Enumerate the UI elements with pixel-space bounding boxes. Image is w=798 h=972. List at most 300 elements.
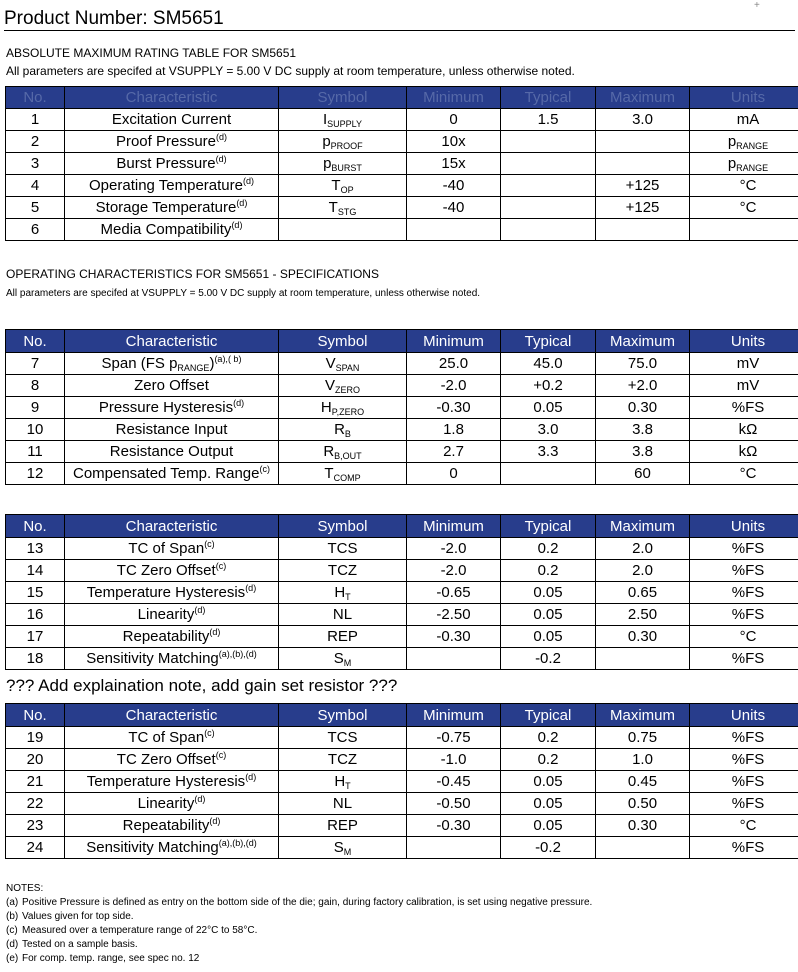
units-text: mA (736, 111, 760, 128)
note-reference: (d) (242, 176, 254, 186)
characteristic-text: Zero Offset (134, 377, 209, 394)
characteristic-cell (65, 815, 279, 837)
row-number: 22 (6, 793, 65, 815)
minimum-value: -2.0 (407, 560, 501, 582)
maximum-value: +125 (596, 175, 690, 197)
units-text: °C (739, 628, 757, 645)
column-header: Units (690, 330, 798, 353)
note-reference: (d) (231, 220, 243, 230)
table-row (6, 197, 798, 219)
table-row (6, 153, 798, 175)
table-row (6, 582, 798, 604)
table-row (6, 375, 798, 397)
note-reference: (d) (216, 132, 228, 142)
column-header: Minimum (407, 704, 501, 727)
minimum-value: -2.0 (407, 538, 501, 560)
units-cell (690, 560, 798, 582)
typical-value: 0.2 (501, 560, 596, 582)
note-text: Positive Pressure is defined as entry on the bottom side of the die; gain, during factory calibration, is set using negative pressure. (22, 897, 593, 908)
row-number: 14 (6, 560, 65, 582)
characteristic-text: Repeatability (122, 817, 210, 834)
table-row (6, 749, 798, 771)
row-number: 18 (6, 648, 65, 670)
minimum-value: -0.65 (407, 582, 501, 604)
symbol-subscript: T (345, 592, 351, 602)
maximum-value (596, 219, 690, 241)
column-header: Characteristic (65, 704, 279, 727)
maximum-value: 0.30 (596, 815, 690, 837)
characteristic-cell (65, 397, 279, 419)
row-number: 5 (6, 197, 65, 219)
symbol-subscript: ZERO (335, 385, 361, 395)
symbol-text: T (328, 199, 338, 216)
table-row (6, 419, 798, 441)
characteristic-text: Burst Pressure (116, 155, 216, 172)
units-text: °C (739, 465, 757, 482)
maximum-value: 3.0 (596, 109, 690, 131)
symbol-cell (279, 815, 407, 837)
symbol-cell (279, 175, 407, 197)
symbol-subscript: STG (337, 207, 357, 217)
minimum-value: -0.30 (407, 626, 501, 648)
column-header: Maximum (596, 515, 690, 538)
typical-value: 0.05 (501, 626, 596, 648)
characteristic-text: Linearity (137, 795, 195, 812)
maximum-value: 0.65 (596, 582, 690, 604)
corner-mark: + (754, 0, 760, 11)
minimum-value (407, 648, 501, 670)
units-cell (690, 197, 798, 219)
characteristic-cell (65, 419, 279, 441)
characteristic-cell (65, 197, 279, 219)
typical-value: 3.3 (501, 441, 596, 463)
units-cell (690, 175, 798, 197)
row-number: 10 (6, 419, 65, 441)
maximum-value: 75.0 (596, 353, 690, 375)
note-item (6, 938, 592, 952)
column-header: Maximum (596, 330, 690, 353)
characteristic-cell (65, 749, 279, 771)
symbol-subscript: M (343, 658, 352, 668)
units-text: p (727, 133, 737, 150)
typical-value: 0.05 (501, 604, 596, 626)
symbol-cell (279, 727, 407, 749)
column-header: Minimum (407, 515, 501, 538)
characteristic-text: TC Zero Offset (116, 751, 216, 768)
note-reference: (d) (236, 198, 248, 208)
units-cell (690, 837, 798, 859)
note-reference: (c) (215, 561, 227, 571)
units-text: mV (736, 355, 760, 372)
maximum-value: +2.0 (596, 375, 690, 397)
notes (6, 882, 592, 966)
row-number: 24 (6, 837, 65, 859)
table-row (6, 604, 798, 626)
maximum-value: 3.8 (596, 419, 690, 441)
note-reference: (a),(b),(d) (218, 649, 257, 659)
spec-table (5, 86, 798, 241)
minimum-value: 1.8 (407, 419, 501, 441)
units-cell (690, 538, 798, 560)
note-reference: (d) (209, 627, 221, 637)
typical-value: +0.2 (501, 375, 596, 397)
note-label: (d) (6, 939, 19, 950)
typical-value: 1.5 (501, 109, 596, 131)
row-number: 20 (6, 749, 65, 771)
column-header: Typical (501, 704, 596, 727)
table-row (6, 219, 798, 241)
table-row (6, 538, 798, 560)
characteristic-text: Pressure Hysteresis (98, 399, 234, 416)
units-text: mV (736, 377, 760, 394)
characteristic-cell (65, 837, 279, 859)
symbol-text: TCZ (327, 751, 358, 768)
units-text: %FS (731, 795, 765, 812)
units-cell (690, 353, 798, 375)
row-number: 7 (6, 353, 65, 375)
characteristic-cell (65, 604, 279, 626)
symbol-cell (279, 219, 407, 241)
symbol-cell (279, 538, 407, 560)
units-text: %FS (731, 540, 765, 557)
column-header: Characteristic (65, 87, 279, 109)
symbol-text: S (333, 839, 344, 856)
symbol-text: TCZ (327, 562, 358, 579)
symbol-text: H (334, 584, 346, 601)
minimum-value: -2.0 (407, 375, 501, 397)
units-text: p (727, 155, 737, 172)
note-reference: (d) (245, 583, 257, 593)
typical-value (501, 175, 596, 197)
symbol-cell (279, 375, 407, 397)
symbol-subscript: SUPPLY (327, 119, 363, 129)
row-number: 16 (6, 604, 65, 626)
column-header: Symbol (279, 330, 407, 353)
units-cell (690, 441, 798, 463)
units-cell (690, 749, 798, 771)
maximum-value: 2.50 (596, 604, 690, 626)
note-reference: (d) (215, 154, 227, 164)
symbol-subscript: BURST (331, 163, 362, 173)
characteristic-cell (65, 375, 279, 397)
symbol-text: V (325, 355, 336, 372)
symbol-cell (279, 837, 407, 859)
minimum-value: 10x (407, 131, 501, 153)
symbol-cell (279, 197, 407, 219)
symbol-cell (279, 626, 407, 648)
maximum-value: 2.0 (596, 560, 690, 582)
characteristic-cell (65, 771, 279, 793)
characteristic-text: TC of Span (128, 729, 205, 746)
symbol-subscript: M (343, 847, 352, 857)
row-number: 1 (6, 109, 65, 131)
column-header: Characteristic (65, 330, 279, 353)
column-header: Symbol (279, 87, 407, 109)
symbol-text: I (322, 111, 328, 128)
characteristic-text: Temperature Hysteresis (86, 584, 246, 601)
minimum-value (407, 837, 501, 859)
characteristic-text: TC of Span (128, 540, 205, 557)
row-number: 11 (6, 441, 65, 463)
symbol-cell (279, 353, 407, 375)
notes-list (6, 896, 592, 966)
characteristic-cell (65, 353, 279, 375)
table-row (6, 131, 798, 153)
symbol-text: T (324, 465, 334, 482)
table-row (6, 727, 798, 749)
units-cell (690, 109, 798, 131)
symbol-subscript: OP (340, 185, 354, 195)
column-header: Minimum (407, 330, 501, 353)
maximum-value (596, 131, 690, 153)
maximum-value: 0.50 (596, 793, 690, 815)
characteristic-text: Compensated Temp. Range (72, 465, 260, 482)
symbol-subscript: P,ZERO (331, 407, 365, 417)
typical-value: 0.2 (501, 727, 596, 749)
units-text: %FS (731, 751, 765, 768)
page-title: Product Number: SM5651 (4, 8, 224, 29)
maximum-value: 1.0 (596, 749, 690, 771)
title-rule (4, 30, 795, 31)
maximum-value: 3.8 (596, 441, 690, 463)
column-header: Symbol (279, 515, 407, 538)
column-header: Units (690, 704, 798, 727)
characteristic-text: Proof Pressure (115, 133, 217, 150)
column-header: No. (6, 704, 65, 727)
typical-value: 0.2 (501, 749, 596, 771)
characteristic-text-end: ) (209, 355, 215, 372)
characteristic-text: Repeatability (122, 628, 210, 645)
note-text: Measured over a temperature range of 22°C to 58°C. (22, 925, 258, 936)
characteristic-cell (65, 441, 279, 463)
symbol-cell (279, 463, 407, 485)
characteristic-text: Linearity (137, 606, 195, 623)
note-reference: (a),(b),(d) (218, 838, 257, 848)
row-number: 8 (6, 375, 65, 397)
symbol-cell (279, 749, 407, 771)
typical-value: 0.05 (501, 793, 596, 815)
symbol-cell (279, 397, 407, 419)
minimum-value: 0 (407, 109, 501, 131)
units-cell (690, 727, 798, 749)
note-reference: (c) (259, 464, 270, 474)
characteristic-cell (65, 582, 279, 604)
characteristic-cell (65, 175, 279, 197)
units-cell (690, 397, 798, 419)
characteristic-text: TC Zero Offset (116, 562, 216, 579)
minimum-value: 2.7 (407, 441, 501, 463)
note-reference: (d) (233, 398, 245, 408)
row-number: 23 (6, 815, 65, 837)
note-text: Tested on a sample basis. (22, 939, 138, 950)
symbol-cell (279, 131, 407, 153)
row-number: 3 (6, 153, 65, 175)
note-label: (a) (6, 897, 19, 908)
maximum-value: 0.45 (596, 771, 690, 793)
minimum-value: -0.50 (407, 793, 501, 815)
characteristic-cell (65, 219, 279, 241)
typical-value: -0.2 (501, 837, 596, 859)
symbol-text: NL (332, 795, 353, 812)
units-cell (690, 771, 798, 793)
maximum-value: 0.30 (596, 397, 690, 419)
symbol-text: R (334, 421, 345, 438)
column-header: Typical (501, 330, 596, 353)
operating-subheading: All parameters are specifed at VSUPPLY = 5.00 V DC supply at room temperature, unless otherwise noted. (6, 288, 481, 299)
notes-heading: NOTES: (6, 883, 44, 894)
typical-value: 0.05 (501, 397, 596, 419)
column-header: No. (6, 330, 65, 353)
symbol-cell (279, 604, 407, 626)
symbol-cell (279, 419, 407, 441)
column-header: No. (6, 87, 65, 109)
units-cell (690, 463, 798, 485)
row-number: 13 (6, 538, 65, 560)
units-subscript: RANGE (736, 141, 769, 151)
units-text: %FS (731, 650, 765, 667)
note-reference: (d) (194, 794, 206, 804)
minimum-value: -1.0 (407, 749, 501, 771)
table-row (6, 175, 798, 197)
units-subscript: RANGE (736, 163, 769, 173)
note-label: (c) (6, 925, 18, 936)
characteristic-text: Sensitivity Matching (86, 839, 219, 856)
note-reference: (c) (215, 750, 227, 760)
typical-value: 0.05 (501, 815, 596, 837)
maximum-value: +125 (596, 197, 690, 219)
minimum-value (407, 219, 501, 241)
symbol-text: H (334, 773, 346, 790)
minimum-value: 0 (407, 463, 501, 485)
characteristic-text: Excitation Current (111, 111, 232, 128)
symbol-text: p (322, 133, 331, 150)
characteristic-cell (65, 463, 279, 485)
table-row (6, 463, 798, 485)
column-header: Typical (501, 515, 596, 538)
table-row (6, 837, 798, 859)
symbol-text: REP (327, 817, 358, 834)
units-cell (690, 153, 798, 175)
units-text: %FS (731, 839, 765, 856)
characteristic-text: Storage Temperature (95, 199, 237, 216)
column-header: Units (690, 515, 798, 538)
maximum-value (596, 648, 690, 670)
spec-table (5, 703, 798, 859)
row-number: 19 (6, 727, 65, 749)
minimum-value: -40 (407, 197, 501, 219)
symbol-subscript: T (345, 781, 351, 791)
characteristic-text: Resistance Input (115, 421, 228, 438)
table-row (6, 397, 798, 419)
symbol-cell (279, 771, 407, 793)
units-text: °C (739, 817, 757, 834)
units-text: %FS (731, 773, 765, 790)
table-row (6, 648, 798, 670)
typical-value (501, 197, 596, 219)
typical-value: 3.0 (501, 419, 596, 441)
table-row (6, 560, 798, 582)
symbol-cell (279, 793, 407, 815)
column-header: Maximum (596, 87, 690, 109)
typical-value: 0.2 (501, 538, 596, 560)
characteristic-cell (65, 538, 279, 560)
table-header-row (6, 330, 798, 353)
symbol-cell (279, 109, 407, 131)
column-header: No. (6, 515, 65, 538)
symbol-text: TCS (327, 540, 358, 557)
units-text: °C (739, 199, 757, 216)
characteristic-text: Temperature Hysteresis (86, 773, 246, 790)
column-header: Symbol (279, 704, 407, 727)
minimum-value: -0.75 (407, 727, 501, 749)
column-header: Minimum (407, 87, 501, 109)
minimum-value: -0.30 (407, 815, 501, 837)
symbol-cell (279, 648, 407, 670)
minimum-value: 15x (407, 153, 501, 175)
symbol-text: S (333, 650, 344, 667)
minimum-value: -0.45 (407, 771, 501, 793)
characteristic-cell (65, 626, 279, 648)
maximum-value (596, 153, 690, 175)
units-text: %FS (731, 399, 765, 416)
symbol-text: R (323, 443, 335, 460)
table-row (6, 815, 798, 837)
symbol-subscript: COMP (333, 473, 361, 483)
table-row (6, 771, 798, 793)
characteristic-text: Span (FS p (101, 355, 178, 372)
column-header: Units (690, 87, 798, 109)
units-text: kΩ (738, 421, 758, 438)
symbol-subscript: SPAN (335, 363, 360, 373)
typical-value: 45.0 (501, 353, 596, 375)
minimum-value: 25.0 (407, 353, 501, 375)
typical-value (501, 153, 596, 175)
minimum-value: -2.50 (407, 604, 501, 626)
minimum-value: -40 (407, 175, 501, 197)
table-row (6, 353, 798, 375)
units-cell (690, 219, 798, 241)
symbol-text: p (323, 155, 332, 172)
row-number: 2 (6, 131, 65, 153)
note-text: For comp. temp. range, see spec no. 12 (22, 953, 200, 964)
row-number: 12 (6, 463, 65, 485)
symbol-text: V (324, 377, 335, 394)
row-number: 4 (6, 175, 65, 197)
table-header-row (6, 87, 798, 109)
characteristic-subscript: RANGE (177, 363, 210, 373)
row-number: 6 (6, 219, 65, 241)
spec-table (5, 514, 798, 670)
note-label: (b) (6, 911, 19, 922)
typical-value: -0.2 (501, 648, 596, 670)
note-text: Values given for top side. (22, 911, 134, 922)
note-reference: (d) (245, 772, 257, 782)
symbol-cell (279, 153, 407, 175)
note-item (6, 910, 592, 924)
characteristic-cell (65, 560, 279, 582)
characteristic-cell (65, 153, 279, 175)
units-cell (690, 604, 798, 626)
maximum-value (596, 837, 690, 859)
typical-value (501, 131, 596, 153)
characteristic-cell (65, 109, 279, 131)
symbol-text: T (331, 177, 341, 194)
column-header: Maximum (596, 704, 690, 727)
maximum-value: 60 (596, 463, 690, 485)
note-item (6, 924, 592, 938)
todo-note: ??? Add explaination note, add gain set resistor ??? (6, 676, 398, 695)
units-text: %FS (731, 562, 765, 579)
